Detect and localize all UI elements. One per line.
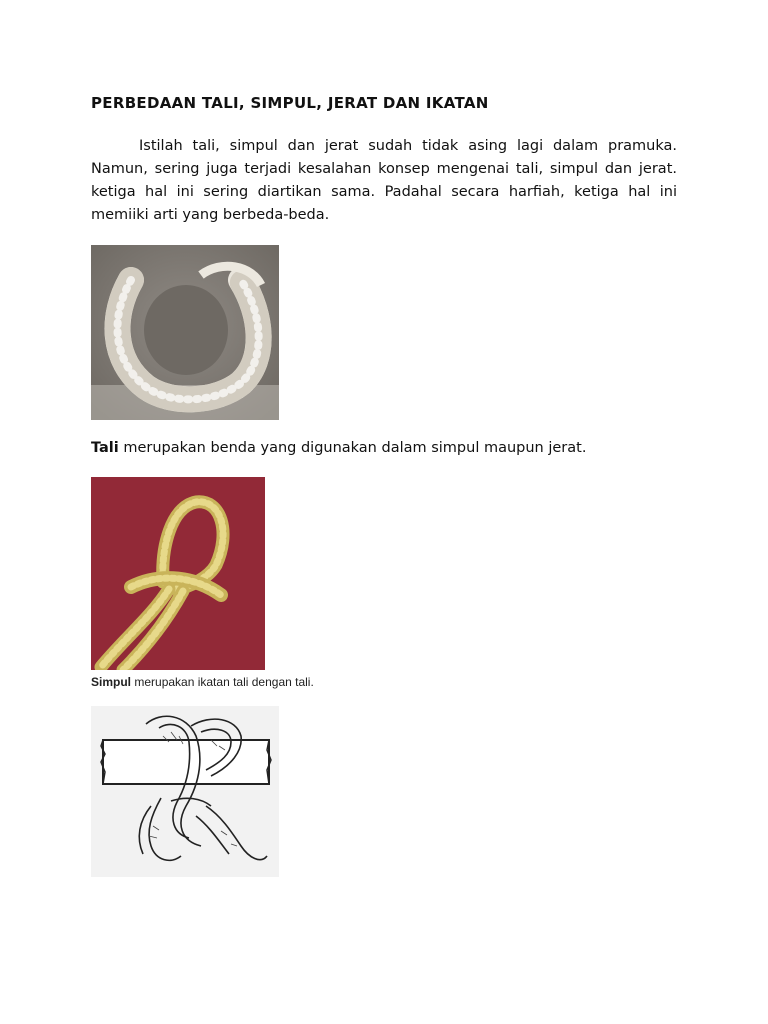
simpul-term: Simpul bbox=[91, 675, 132, 689]
rope-knot-photo bbox=[91, 477, 265, 670]
tali-caption bbox=[91, 440, 586, 456]
document-title: PERBEDAAN TALI, SIMPUL, JERAT DAN IKATAN bbox=[91, 94, 489, 112]
simpul-caption bbox=[91, 675, 314, 689]
tali-term: Tali bbox=[91, 440, 119, 456]
coiled-rope-photo bbox=[91, 245, 279, 420]
simpul-description: merupakan ikatan tali dengan tali. bbox=[131, 675, 314, 689]
rope-hitch-drawing bbox=[91, 706, 279, 877]
intro-paragraph: Istilah tali, simpul dan jerat sudah tidak asing lagi dalam pramuka. Namun, sering juga terjadi kesalahan konsep mengenai tali, simpul dan jerat. ketiga hal ini sering diartikan sama. Padahal secara harfiah, ketiga hal ini memiiki arti yang berbeda-beda. bbox=[91, 138, 677, 223]
tali-description: merupakan benda yang digunakan dalam simpul maupun jerat. bbox=[118, 440, 587, 456]
